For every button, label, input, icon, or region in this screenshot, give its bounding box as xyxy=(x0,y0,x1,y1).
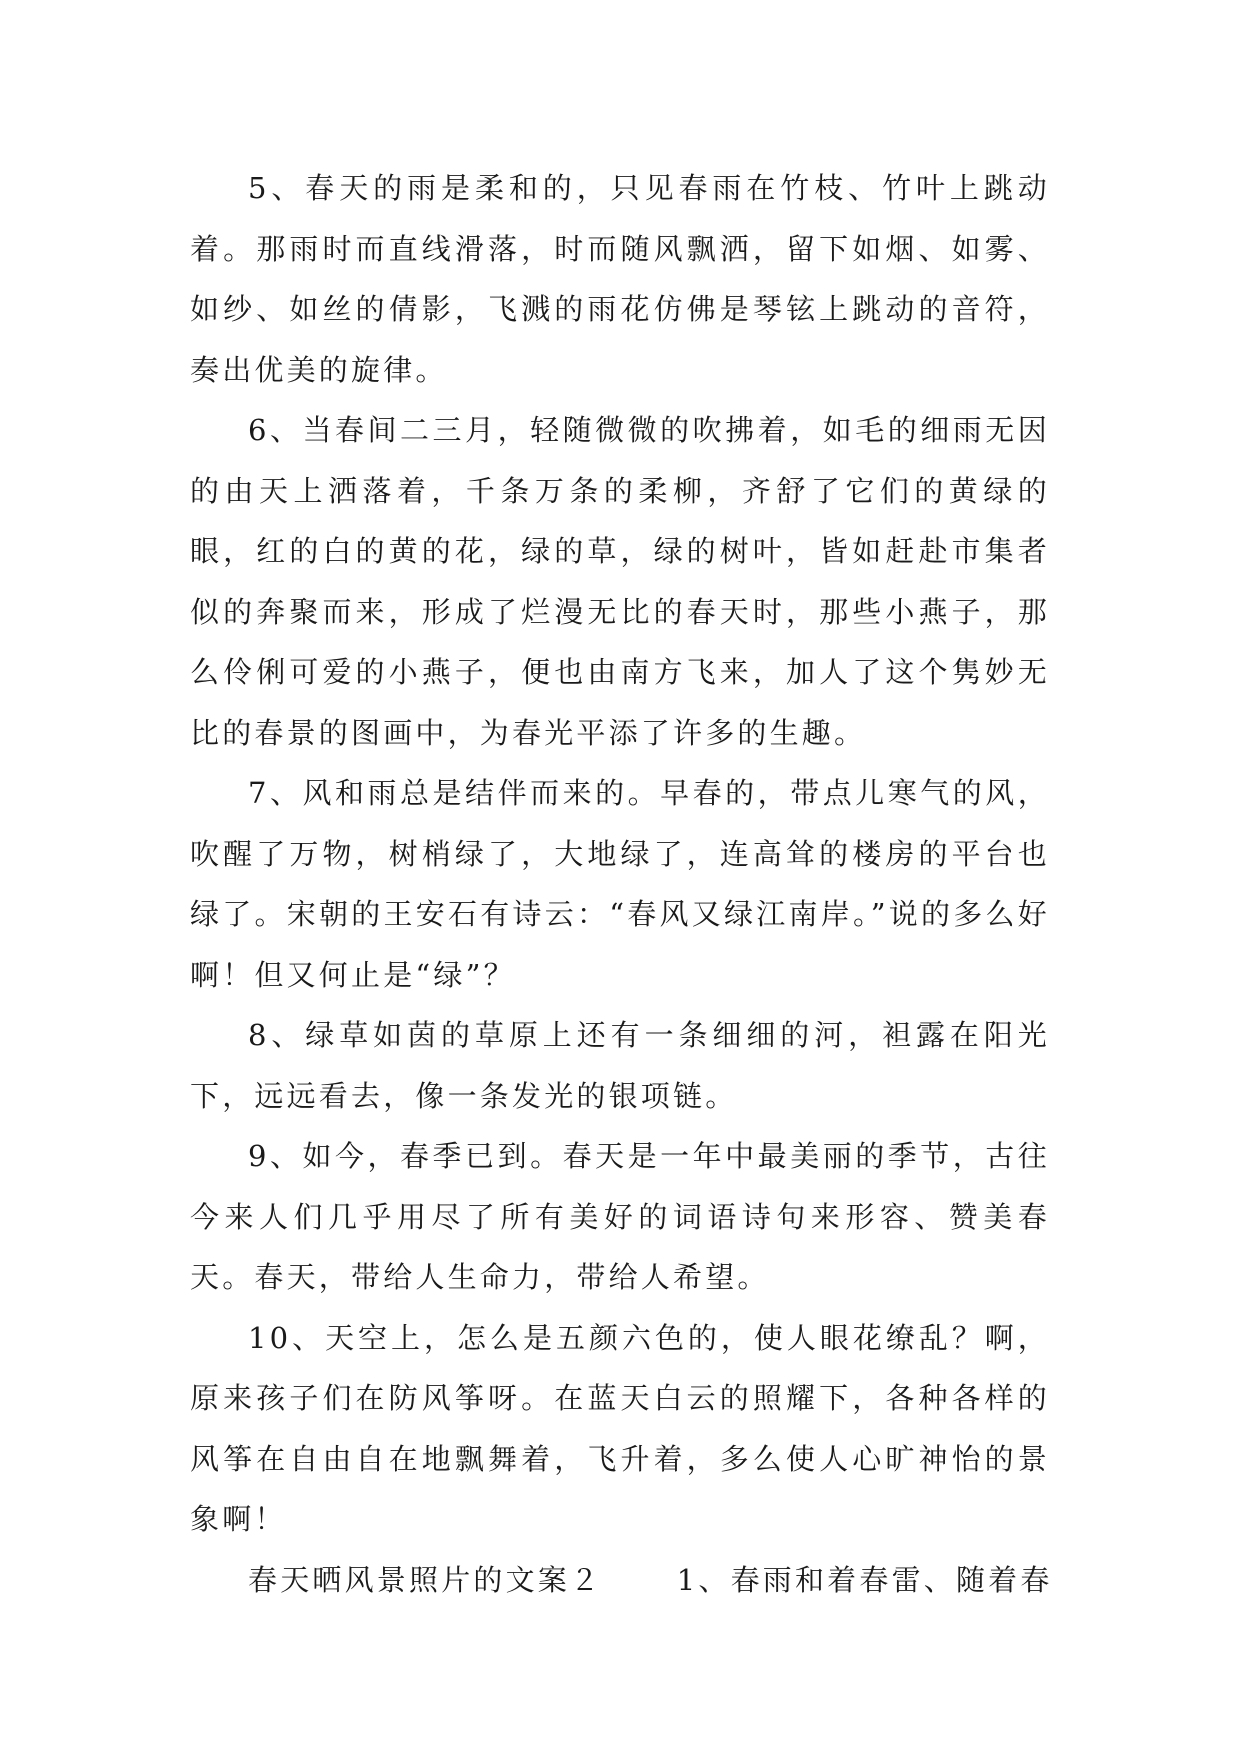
paragraph-8: 8、绿草如茵的草原上还有一条细细的河，袒露在阳光下，远远看去，像一条发光的银项链。 xyxy=(190,1018,1050,1113)
section-line xyxy=(190,1550,1053,1611)
paragraph-5: 5、春天的雨是柔和的，只见春雨在竹枝、竹叶上跳动着。那雨时而直线滑落，时而随风飘洒，留下如烟、如雾、如纱、如丝的倩影，飞溅的雨花仿佛是琴铉上跳动的音符，奏出优美的旋律。 xyxy=(190,171,1050,387)
document-page xyxy=(190,158,1053,1610)
paragraph-6: 6、当春间二三月，轻随微微的吹拂着，如毛的细雨无因的由天上洒落着，千条万条的柔柳，齐舒了它们的黄绿的眼，红的白的黄的花，绿的草，绿的树叶，皆如赶赴市集者似的奔聚而来，形成了烂漫无比的春天时，那些小燕子，那么伶俐可爱的小燕子，便也由南方飞来，加人了这个隽妙无比的春景的图画中，为春光平添了许多的生趣。 xyxy=(190,413,1050,750)
section-heading: 春天晒风景照片的文案２ xyxy=(248,1562,603,1597)
paragraph-9: 9、如今，春季已到。春天是一年中最美丽的季节，古往今来人们几乎用尽了所有美好的词语诗句来形容、赞美春天。春天，带给人生命力，带给人希望。 xyxy=(190,1139,1050,1294)
paragraph-7: 7、风和雨总是结伴而来的。早春的，带点儿寒气的风，吹醒了万物，树梢绿了，大地绿了，连高耸的楼房的平台也绿了。宋朝的王安石有诗云：“春风又绿江南岸。”说的多么好啊！但又何止是“绿”？ xyxy=(190,776,1050,992)
section-first-item: 1、春雨和着春雷、随着春 xyxy=(676,1562,1053,1597)
paragraph-10: 10、天空上，怎么是五颜六色的，使人眼花缭乱？啊，原来孩子们在防风筝呀。在蓝天白云的照耀下，各种各样的风筝在自由自在地飘舞着，飞升着，多么使人心旷神怡的景象啊！ xyxy=(190,1320,1050,1536)
